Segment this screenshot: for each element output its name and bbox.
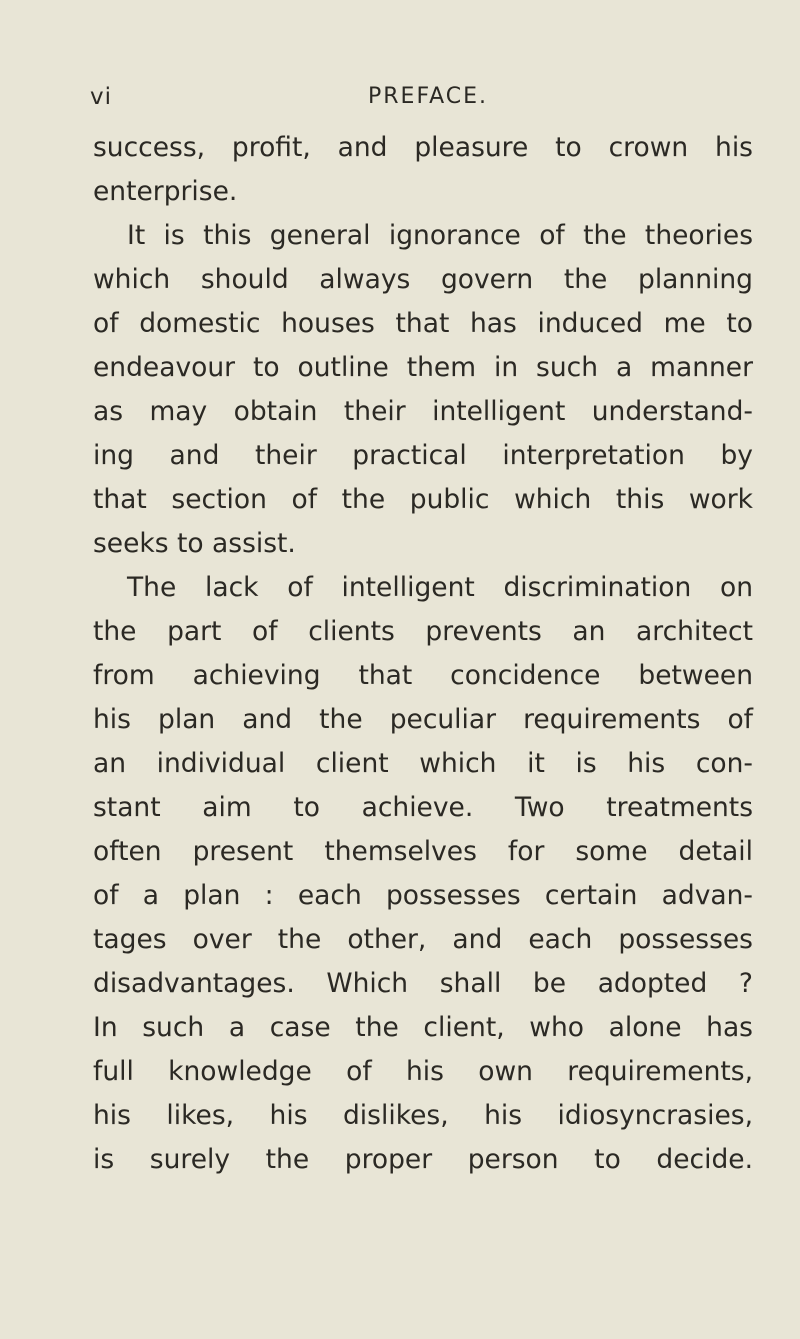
text-line: which should always govern the planning bbox=[93, 264, 753, 295]
running-head bbox=[0, 84, 800, 114]
running-title: PREFACE. bbox=[368, 84, 489, 109]
text-line: from achieving that concidence between bbox=[93, 660, 753, 691]
text-line: of a plan : each possesses certain advan- bbox=[93, 880, 753, 911]
text-line: as may obtain their intelligent understand- bbox=[93, 396, 753, 427]
text-line: full knowledge of his own requirements, bbox=[93, 1056, 753, 1087]
text-line: The lack of intelligent discrimination on bbox=[127, 572, 753, 603]
text-line: success, profit, and pleasure to crown his bbox=[93, 132, 753, 163]
text-line: his likes, his dislikes, his idiosyncrasies, bbox=[93, 1100, 753, 1131]
text-line: ing and their practical interpretation by bbox=[93, 440, 753, 471]
text-line: endeavour to outline them in such a manner bbox=[93, 352, 753, 383]
text-line: tages over the other, and each possesses bbox=[93, 924, 753, 955]
text-line: of domestic houses that has induced me to bbox=[93, 308, 753, 339]
text-line: often present themselves for some detail bbox=[93, 836, 753, 867]
text-line: seeks to assist. bbox=[93, 528, 296, 559]
text-line: that section of the public which this work bbox=[93, 484, 753, 515]
text-line: his plan and the peculiar requirements of bbox=[93, 704, 753, 735]
text-line: It is this general ignorance of the theories bbox=[127, 220, 753, 251]
text-line: an individual client which it is his con- bbox=[93, 748, 753, 779]
page-number: vi bbox=[90, 84, 113, 110]
text-line: the part of clients prevents an architect bbox=[93, 616, 753, 647]
text-line: enterprise. bbox=[93, 176, 238, 207]
text-line: is surely the proper person to decide. bbox=[93, 1144, 753, 1175]
body-text bbox=[93, 126, 753, 1182]
text-line: disadvantages. Which shall be adopted ? bbox=[93, 968, 753, 999]
text-line: In such a case the client, who alone has bbox=[93, 1012, 753, 1043]
text-line: stant aim to achieve. Two treatments bbox=[93, 792, 753, 823]
